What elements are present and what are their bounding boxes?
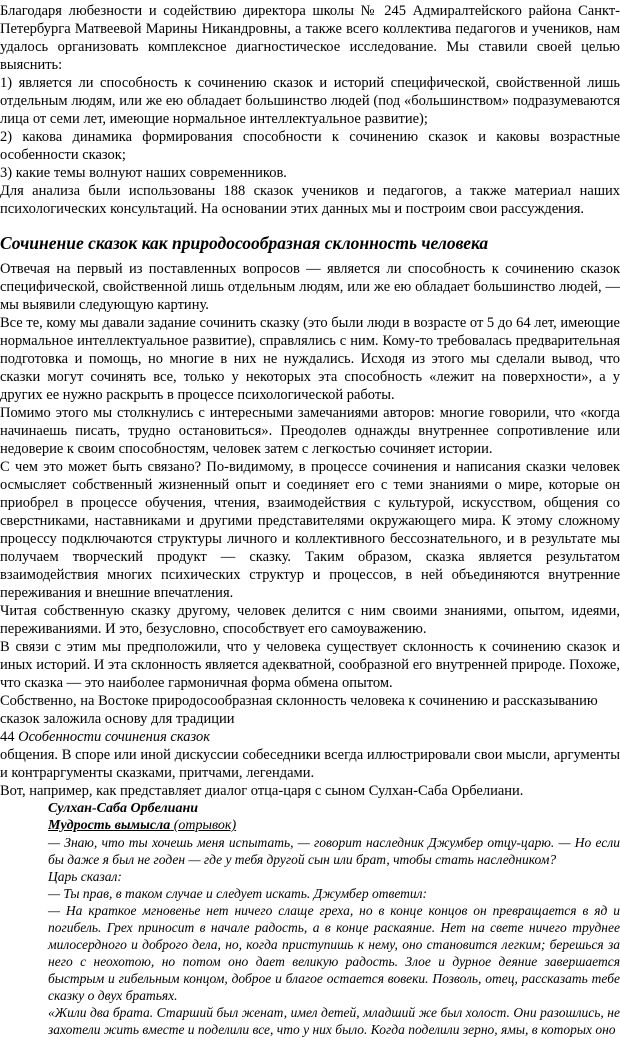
running-header-title: Особенности сочинения сказок	[18, 729, 211, 745]
document-page	[0, 2, 620, 1038]
quote-author: Сулхан-Саба Орбелиани	[48, 801, 199, 816]
body-paragraph-7: Собственно, на Востоке природосообразная склонность человека к сочинению и рассказыванию сказок заложила основу для традиции	[0, 693, 598, 727]
after-header-paragraph-2: Вот, например, как представляет диалог отца-царя с сыном Сулхан-Саба Орбелиани.	[0, 783, 524, 799]
intro-paragraph-2: Для анализа были использованы 188 сказок учеников и педагогов, а также материал наших психологических консультаций. На основании этих данных мы и построим свои рассуждения.	[0, 183, 620, 217]
quote-line-3: — Ты прав, в таком случае и следует искать. Джумбер ответил:	[48, 886, 428, 901]
after-header-paragraph-1: общения. В споре или иной дискуссии собеседники всегда иллюстрировали свои мысли, аргументы и контраргументы сказками, притчами, легендами.	[0, 747, 620, 781]
quote-line-1: — Знаю, что ты хочешь меня испытать, — говорит наследник Джумбер отцу-царю. — Но если бы даже я был не годен — где у тебя другой сын или брат, чтобы стать наследником?	[48, 835, 620, 867]
quote-line-5: «Жили два брата. Старший был женат, имел детей, младший же был холост. Они разошлись, не захотели жить вместе и поделили все, что у них было. Когда поделили зерно, ямы, в которых оно	[48, 1005, 620, 1037]
body-paragraph-5: Читая собственную сказку другому, человек делится с ним своими знаниями, опытом, идеями, переживаниями. И это, безусловно, способствует его самоуважению.	[0, 603, 620, 637]
quote-line-2: Царь сказал:	[48, 869, 122, 884]
running-header	[0, 728, 620, 746]
body-paragraph-2: Все те, кому мы давали задание сочинить сказку (это были люди в возрасте от 5 до 64 лет, имеющие нормальное интеллектуальное развитие), справлялись с ним. Кому-то требовалась предварительная подготовка и помощь, но многие в них не нуждались. Исходя из этого мы сделали вывод, что сказки могут сочинять все, только у некоторых эта способность «лежит на поверхности», а у других ее нужно раскрыть в процессе психологической работы.	[0, 315, 620, 403]
page-number: 44	[0, 729, 15, 745]
intro-paragraph-1: Благодаря любезности и содействию директора школы № 245 Адмиралтейского района Санкт-Петербурга Матвеевой Марины Никандровны, а также всего коллектива педагогов и учеников, нам удалось организовать комплексное диагностическое исследование. Мы ставили своей целью выяснить:	[0, 3, 620, 73]
body-paragraph-1: Отвечая на первый из поставленных вопросов — является ли способность к сочинению сказок специфической, свойственной лишь отдельным людям, или же ею обладает большинство людей, — мы выявили следующую картину.	[0, 261, 620, 313]
after-header-block	[0, 746, 620, 800]
quote-work	[48, 817, 620, 834]
intro-goal-3: 3) какие темы волнуют наших современников.	[0, 165, 287, 181]
quote-block	[48, 800, 620, 1038]
quote-work-title: Мудрость вымысла	[48, 818, 171, 833]
intro-goal-1: 1) является ли способность к сочинению сказок и историй специфической, свойственной лишь отдельным людям, или же ею обладает большинство людей (под «большинством» подразумеваются лица от семи лет, имеющие нормальное интеллектуальное развитие);	[0, 75, 620, 127]
intro-block	[0, 2, 620, 218]
quote-work-note: (отрывок)	[173, 818, 237, 833]
body-paragraph-4: С чем это может быть связано? По-видимому, в процессе сочинения и написания сказки человек осмысляет собственный жизненный опыт и соединяет его с теми знаниями о мире, которые он приобрел в процессе обучения, чтения, взаимодействия с культурой, искусством, общения со сверстниками, наставниками и другими представителями окружающего мира. К этому сложному процессу подключаются структуры личного и коллективного бессознательного, и в результате мы получаем творческий продукт — сказку. Таким образом, сказка является результатом взаимодействия многих психических структур и процессов, в ней объединяются внутренние переживания и внешние впечатления.	[0, 459, 620, 601]
body-paragraph-6: В связи с этим мы предположили, что у человека существует склонность к сочинению сказок и иных историй. И эта склонность является адекватной, сообразной его внутренней природе. Похоже, что сказка — это наиболее гармоничная форма обмена опытом.	[0, 639, 620, 691]
intro-goal-2: 2) какова динамика формирования способности к сочинению сказок и каковы возрастные особенности сказок;	[0, 129, 620, 163]
body-paragraph-3: Помимо этого мы столкнулись с интересными замечаниями авторов: многие говорили, что «когда начинаешь писать, трудно остановиться». Преодолев однажды внутреннее сопротивление или недоверие к своим способностям, человек затем с легкостью сочиняет истории.	[0, 405, 620, 457]
quote-line-4: — На краткое мгновенье нет ничего слаще греха, но в конце концов он превращается в яд и погибель. Грех приносит в начале радость, а в конце раскаяние. Нет на свете ничего труднее милосердного и доброго дела, но, когда приступишь к нему, оно становится легким; берешься за него с неохотою, но потом оно дает великую радость. Злое и дурное деяние завершается быстрым и гибельным концом, доброе и благое остается вовеки. Позволь, отец, рассказать тебе сказку о двух братьях.	[48, 903, 620, 1003]
section-title: Сочинение сказок как природосообразная склонность человека	[0, 233, 489, 253]
body-block	[0, 260, 620, 728]
